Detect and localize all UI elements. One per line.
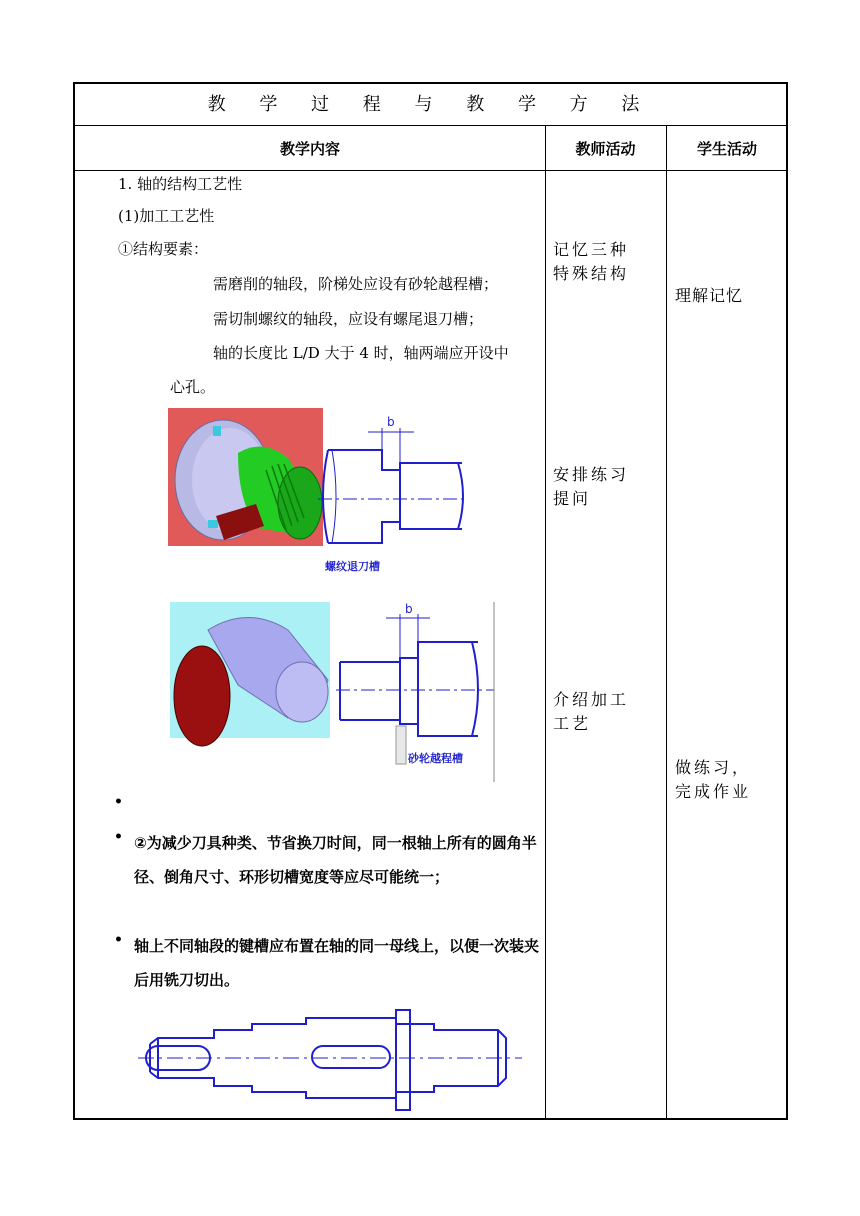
item-1a: (1)加工工艺性 xyxy=(118,207,215,225)
bullet-icon: • xyxy=(114,932,123,948)
table-title: 教 学 过 程 与 教 学 方 法 xyxy=(207,94,654,115)
teacher-activity: 工艺 xyxy=(553,714,592,733)
student-activity: 做练习， xyxy=(675,758,752,777)
chuck-jaw xyxy=(213,426,221,436)
teacher-activity: 记忆三种 xyxy=(553,240,630,259)
bullet-text: 轴上不同轴段的键槽应布置在轴的同一母线上，以便一次装夹后用铣刀切出。 xyxy=(134,937,540,989)
header-content: 教学内容 xyxy=(279,140,340,158)
item-1a1: ①结构要素： xyxy=(118,240,209,258)
divider xyxy=(75,125,786,126)
dimension-label: b xyxy=(387,415,395,429)
teacher-activity: 介绍加工 xyxy=(553,690,630,709)
item-1: 1. 轴的结构工艺性 xyxy=(118,175,243,193)
header-student: 学生活动 xyxy=(696,140,757,158)
shaft-end xyxy=(276,662,328,722)
teacher-activity: 安排练习 xyxy=(553,465,630,484)
student-activity: 理解记忆 xyxy=(675,286,744,305)
figure-caption: 砂轮越程槽 xyxy=(408,752,463,765)
bullet-icon: • xyxy=(114,794,123,810)
bullet-icon: • xyxy=(114,829,123,845)
header-teacher: 教师活动 xyxy=(575,140,636,158)
column-divider xyxy=(666,125,667,1118)
chuck-jaw xyxy=(208,520,218,528)
teacher-activity: 提问 xyxy=(553,489,592,508)
text-line: 轴的长度比 L/D 大于 4 时，轴两端应开设中 xyxy=(213,344,509,362)
student-activity: 完成作业 xyxy=(675,782,752,801)
divider xyxy=(75,170,786,171)
figure-caption: 螺纹退刀槽 xyxy=(325,560,380,573)
figure-keyway-shaft xyxy=(136,1006,526,1112)
grinding-wheel xyxy=(174,646,230,746)
text-line: 心孔。 xyxy=(170,378,216,396)
grinding-groove-drawing xyxy=(340,614,478,736)
text-line: 需切制螺纹的轴段，应设有螺尾退刀槽； xyxy=(213,310,484,328)
column-divider xyxy=(545,125,546,1118)
teacher-activity: 特殊结构 xyxy=(553,264,630,283)
figure-thread-relief-groove xyxy=(168,408,468,578)
bullet-text: ②为减少刀具种类、节省换刀时间，同一根轴上所有的圆角半径、倒角尺寸、环形切槽宽度等应尽可能统一； xyxy=(134,834,537,886)
wheel-section xyxy=(396,726,406,764)
dimension-label: b xyxy=(405,602,413,616)
thread-groove-drawing xyxy=(323,428,463,543)
figure-grinding-groove xyxy=(168,600,498,785)
shaft-drawing xyxy=(146,1010,506,1110)
text-line: 需磨削的轴段，阶梯处应设有砂轮越程槽； xyxy=(213,275,499,293)
